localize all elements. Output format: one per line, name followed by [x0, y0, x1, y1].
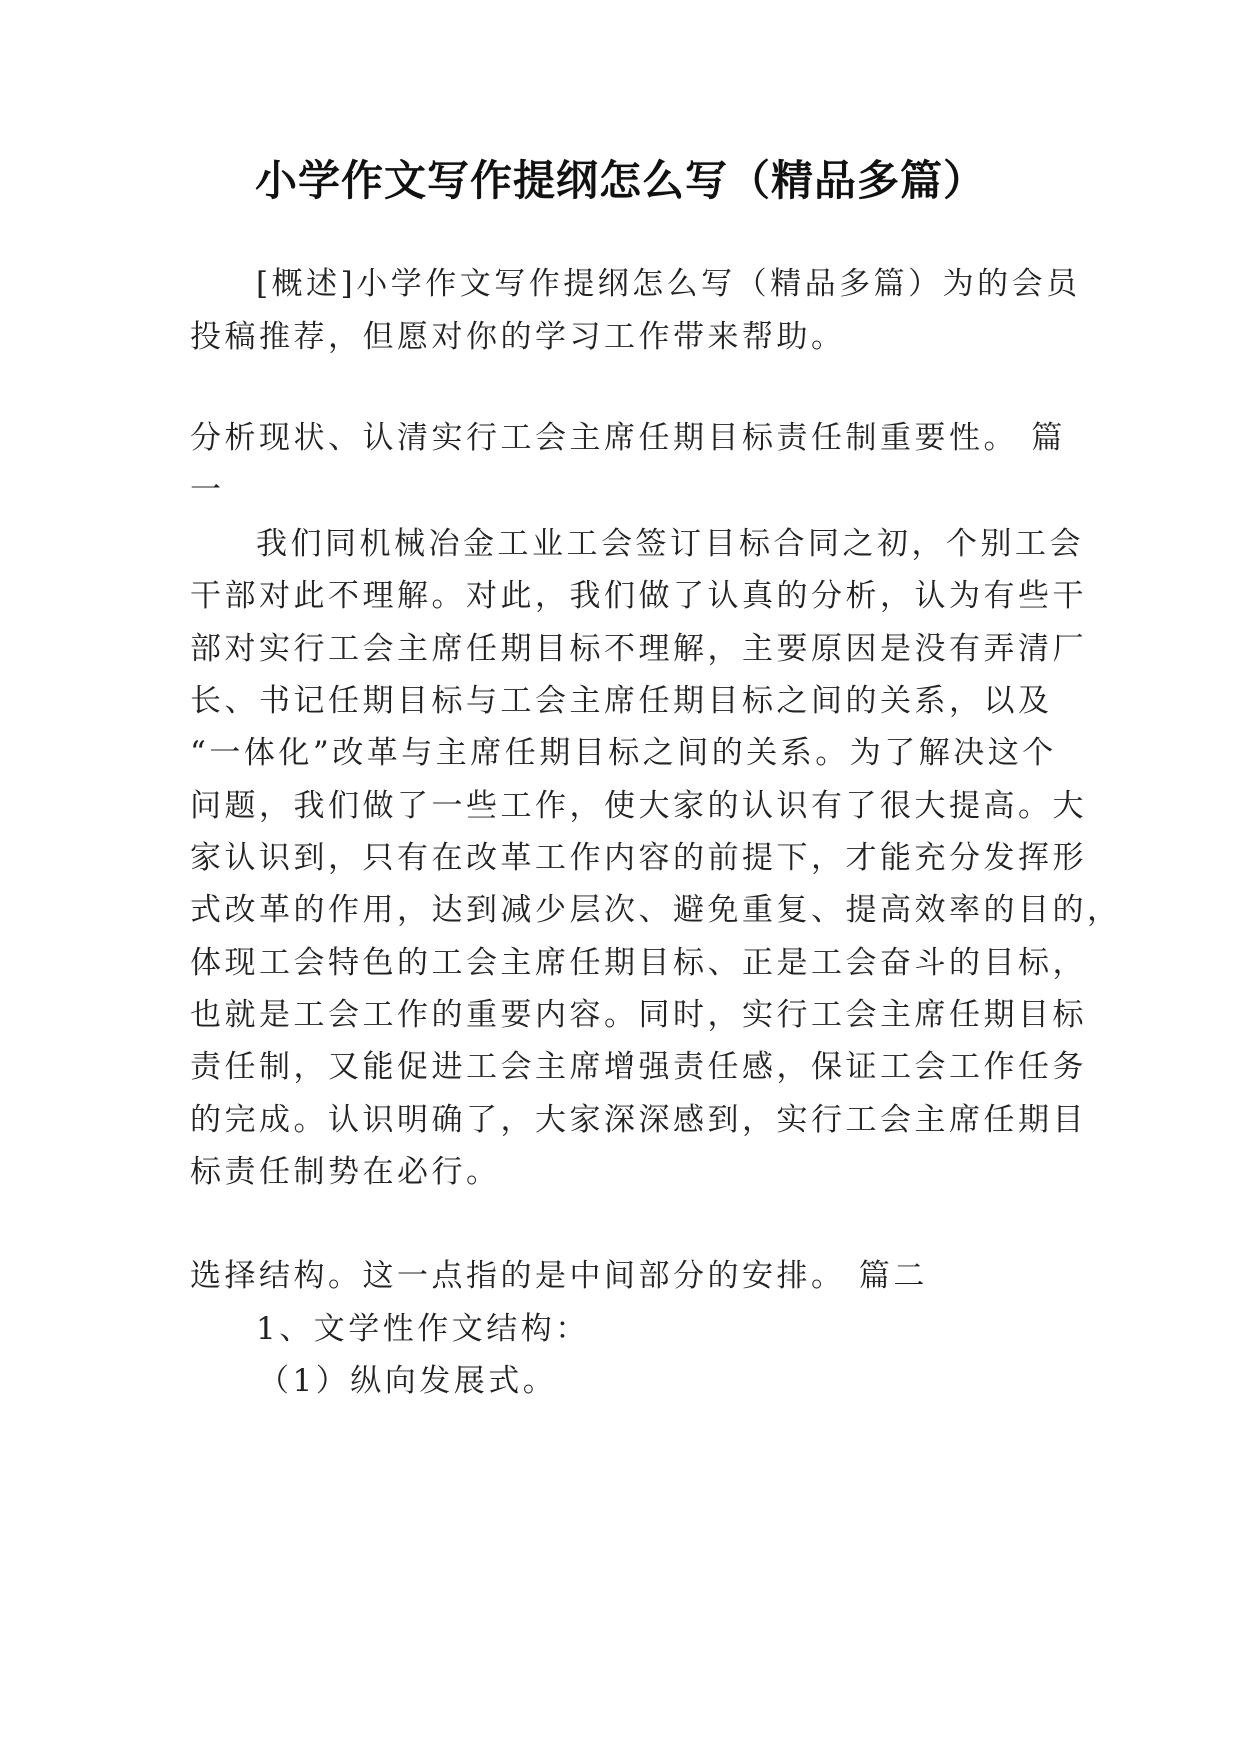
section1-body-line: 也就是工会工作的重要内容。同时，实行工会主席任期目标	[190, 997, 1087, 1033]
section2-item-2: （1）纵向发展式。	[258, 1363, 558, 1399]
section2-item-1: 1、文学性作文结构：	[256, 1311, 590, 1347]
section1-heading-line-1: 分析现状、认清实行工会主席任期目标责任制重要性。 篇	[190, 420, 1066, 456]
section1-body-line: 长、书记任期目标与工会主席任期目标之间的关系，以及	[190, 683, 1053, 719]
section1-body-line: 家认识到，只有在改革工作内容的前提下，才能充分发挥形	[190, 840, 1087, 876]
section1-body-line: “一体化”改革与主席任期目标之间的关系。为了解决这个	[190, 735, 1057, 771]
section1-body-line: 部对实行工会主席任期目标不理解，主要原因是没有弄清厂	[190, 631, 1087, 667]
document-title: 小学作文写作提纲怎么写（精品多篇）	[254, 156, 986, 205]
section2-heading: 选择结构。这一点指的是中间部分的安排。 篇二	[190, 1258, 928, 1294]
section1-body-line: 我们同机械冶金工业工会签订目标合同之初，个别工会	[256, 526, 1084, 562]
summary-line-2: 投稿推荐，但愿对你的学习工作带来帮助。	[190, 319, 846, 355]
section1-body-line: 标责任制势在必行。	[190, 1154, 501, 1190]
section1-body-line: 的完成。认识明确了，大家深深感到，实行工会主席任期目	[190, 1102, 1087, 1138]
section1-body-line: 问题，我们做了一些工作，使大家的认识有了很大提高。大	[190, 788, 1087, 824]
section1-body-line: 体现工会特色的工会主席任期目标、正是工会奋斗的目标，	[190, 945, 1087, 981]
summary-line-1: [概述]小学作文写作提纲怎么写（精品多篇）为的会员	[256, 266, 1081, 302]
section1-body-line: 干部对此不理解。对此，我们做了认真的分析，认为有些干	[190, 578, 1087, 614]
section1-body-line: 责任制，又能促进工会主席增强责任感，保证工会工作任务	[190, 1049, 1087, 1085]
section1-body-line: 式改革的作用，达到减少层次、避免重复、提高效率的目的，	[190, 892, 1122, 928]
section1-heading-line-2: 一	[190, 472, 225, 508]
